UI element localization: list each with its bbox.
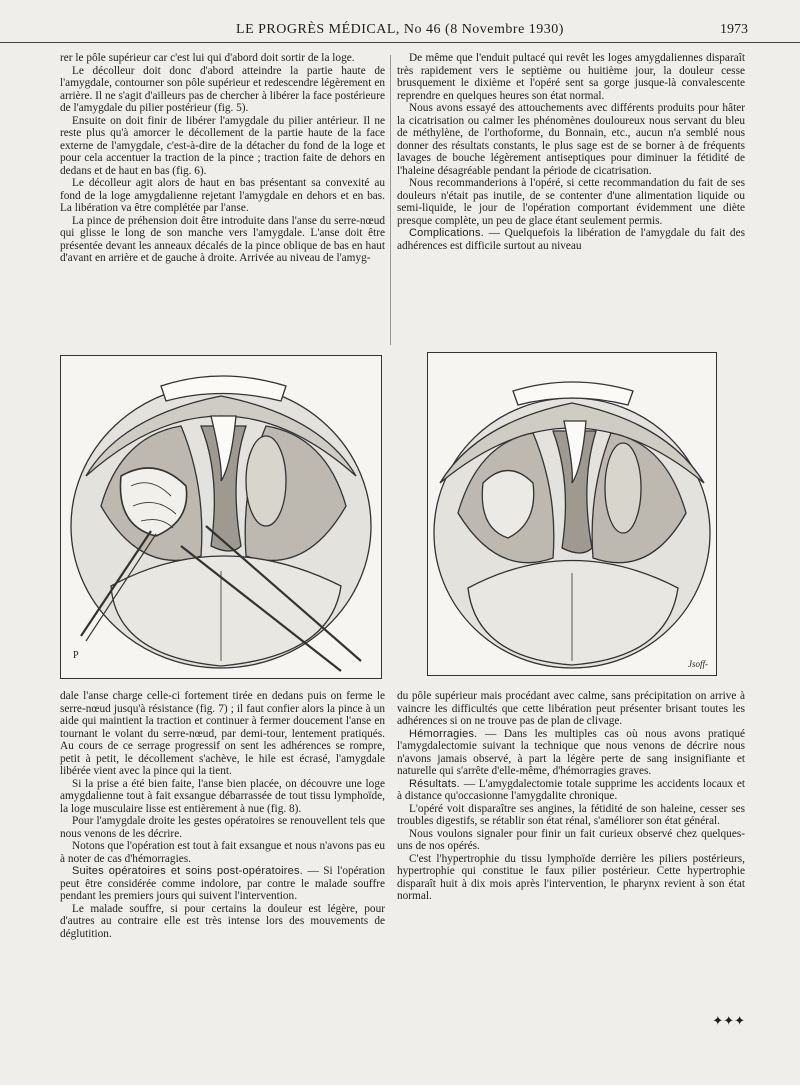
paragraph: C'est l'hypertrophie du tissu lymphoïde derrière les piliers postérieurs, hypertrophie qui constitue le faux pilier postérieur. Cette hypertrophie disparaît huit à dix mois après l'intervention, le pharynx revient à son état normal. [397, 852, 745, 902]
column-left-top [60, 52, 385, 265]
artist-signature: Jsoff- [688, 659, 708, 669]
paragraph: De même que l'enduit pultacé qui revêt les loges amygdaliennes disparaît très rapidement vers le septième ou huitième jour, la douleur cesse brusquement le dixième et l'opéré sent sa gorge jusque-là convalescente reprendre en quelques heures son état normal. [397, 52, 745, 102]
paragraph: rer le pôle supérieur car c'est lui qui d'abord doit sortir de la loge. [60, 52, 355, 64]
column-right-bottom [397, 690, 745, 903]
paragraph: Résultats. — L'amygdalectomie totale supprime les accidents locaux et à distance qu'occasionne l'amygdalite chronique. [397, 777, 745, 802]
paragraph: Notons que l'opération est tout à fait exsangue et nous n'avons pas eu à noter de cas d'hémorragies. [60, 840, 385, 865]
section-heading-complications: Complications. [409, 227, 484, 239]
figure-empty-tonsil-loge [427, 352, 717, 676]
figure-tonsil-extraction [60, 355, 382, 679]
figure-letter: P [73, 650, 79, 661]
throat-illustration-left [61, 356, 381, 678]
paragraph: Le décolleur agit alors de haut en bas présentant sa convexité au fond de la loge amygdalienne rejetant l'amygdale en dehors et en bas. La libération va être complétée par l'anse. [60, 177, 385, 214]
page-number: 1973 [720, 22, 748, 37]
section-heading-hemorragies: Hémorragies. [409, 727, 478, 740]
paragraph: Nous avons essayé des attouchements avec différents produits pour hâter la cicatrisation ou calmer les phénomènes douloureux nous servant du bleu de méthylène, de l'orthoforme, du Bonnain, etc., aucun n'a semblé nous donner des résultats constants, le plus sage est de se borner à de fréquents lavages de bouche légèrement antiseptiques pour diminuer la fétidité de l'haleine désagréable pendant la période de cicatrisation. [397, 102, 745, 177]
paragraph: Ensuite on doit finir de libérer l'amygdale du pilier antérieur. Il ne reste plus qu'à amorcer le décollement de la partie haute de la face externe de l'amygdale, c'est-à-dire de la détacher du fond de la loge et pour cela accentuer la traction de la pince ; traction faite de dehors en dedans et de haut en bas (fig. 6). [60, 114, 385, 177]
paragraph: Complications. — Quelquefois la libération de l'amygdale du fait des adhérences est difficile surtout au niveau [397, 227, 745, 252]
paragraph: Si la prise a été bien faite, l'anse bien placée, on découvre une loge amygdalienne tout à fait exsangue débarrassée de tout tissu lymphoïde, la loge musculaire lisse est entièrement à nue (fig. 8). [60, 777, 385, 815]
paragraph: Suites opératoires et soins post-opératoires. — Si l'opération peut être considérée comme indolore, par contre le malade souffre pendant les premiers jours qui suivent l'intervention. [60, 865, 385, 902]
paragraph: Le malade souffre, si pour certains la douleur est légère, pour d'autres au contraire elle est très intense lors des mouvements de déglutition. [60, 902, 385, 940]
paragraph: Nous voulons signaler pour finir un fait curieux observé chez quelques-uns de nos opérés. [397, 827, 745, 852]
section-heading-suites: Suites opératoires et soins post-opératoires. [72, 865, 303, 877]
end-ornament: ✦✦✦ [712, 1013, 745, 1028]
journal-title: LE PROGRÈS MÉDICAL, No 46 (8 Novembre 1930) [236, 22, 564, 37]
running-header [0, 20, 800, 43]
paragraph: Pour l'amygdale droite les gestes opératoires se renouvellent tels que nous venons de les décrire. [60, 815, 385, 840]
throat-illustration-right [428, 353, 716, 675]
paragraph: dale l'anse charge celle-ci fortement tirée en dedans puis on ferme le serre-nœud jusqu'à résistance (fig. 7) ; il faut confier alors la pince à un aide qui maintient la traction et continuer à fermer doucement l'anse en tournant le volant du serre-nœud, par demi-tour, lentement pratiqués. Au cours de ce serrage progressif on sent les adhérences se rompre, petit à petit, le décollement s'achève, le hile est écrasé, l'amygdale libérée vient avec la pince qui la tient. [60, 690, 385, 777]
column-left-bottom [60, 690, 385, 940]
section-heading-resultats: Résultats. [409, 777, 460, 790]
column-right-top [397, 52, 745, 252]
paragraph: L'opéré voit disparaître ses angines, la fétidité de son haleine, cesser ses troubles digestifs, se rétablir son état rénal, s'améliorer son état général. [397, 802, 745, 827]
paragraph: La pince de préhension doit être introduite dans l'anse du serre-nœud qui glisse le long de son manche vers l'amygdale. L'anse doit être présentée devant les anneaux décalés de la pince oblique de bas en haut d'avant en arrière et de gauche à droite. Arrivée au niveau de l'amyg- [60, 214, 385, 264]
paragraph: Nous recommanderions à l'opéré, si cette recommandation du fait de ses douleurs n'était pas inutile, de se contenter d'une alimentation liquide ou semi-liquide, le jour de l'opération comportant évidemment une diète presque complète, un peu de glace étant seulement permis. [397, 177, 745, 227]
paragraph: Hémorragies. — Dans les multiples cas où nous avons pratiqué l'amygdalectomie suivant la technique que nous venons de décrire nous n'avons jamais observé, à part la légère perte de sang insignifiante et naturelle qui s'arrête d'elle-même, d'hémorragies graves. [397, 727, 745, 777]
paragraph: du pôle supérieur mais procédant avec calme, sans précipitation on arrive à vaincre les difficultés que cette libération peut présenter brisant toutes les adhérences si on ne trouve pas de plan de clivage. [397, 690, 745, 727]
paragraph: Le décolleur doit donc d'abord atteindre la partie haute de l'amygdale, contourner son pôle supérieur et redescendre légèrement en arrière. Il ne s'agit d'ailleurs pas de chercher à libérer la face postérieure de l'amygdale du pilier postérieur (fig. 5). [60, 64, 385, 114]
column-divider [390, 55, 391, 345]
